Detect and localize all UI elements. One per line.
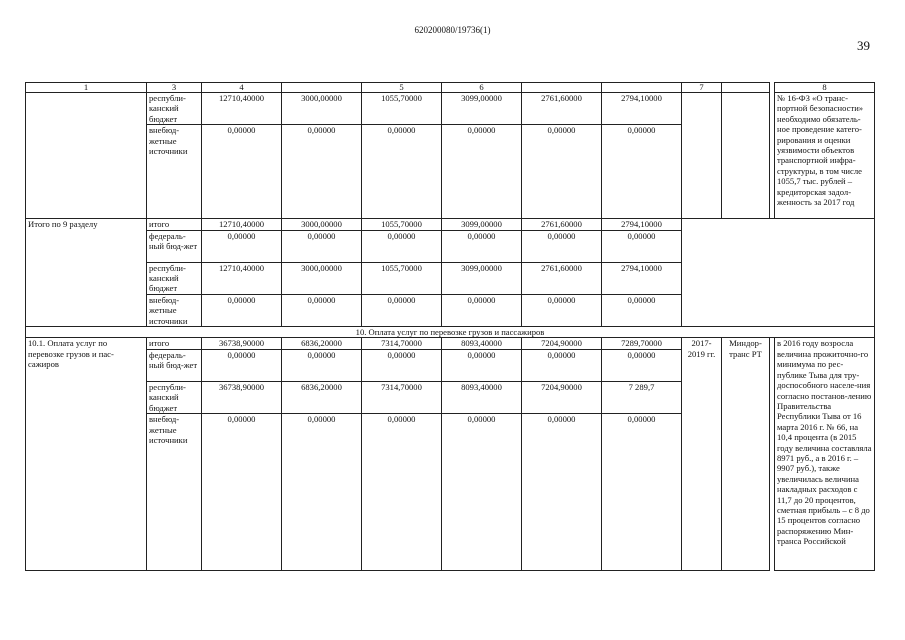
value-cell: 0,00000 (282, 125, 362, 219)
value-cell: 0,00000 (442, 230, 522, 262)
value-cell: 3099,00000 (442, 262, 522, 294)
value-cell: 0,00000 (362, 230, 442, 262)
value-cell: 0,00000 (362, 125, 442, 219)
col-header: 7 (682, 83, 722, 93)
col-header (602, 83, 682, 93)
value-cell: 0,00000 (602, 230, 682, 262)
value-cell: 0,00000 (202, 230, 282, 262)
executor-cell: Миндор-транс РТ (722, 338, 770, 571)
value-cell: 0,00000 (602, 349, 682, 381)
col-header (722, 83, 770, 93)
value-cell: 2794,10000 (602, 262, 682, 294)
value-cell: 7314,70000 (362, 381, 442, 413)
value-cell: 0,00000 (522, 230, 602, 262)
value-cell: 7314,70000 (362, 338, 442, 349)
value-cell: 3000,00000 (282, 219, 362, 230)
source-cell: республи-канский бюджет (147, 262, 202, 294)
section-title: 10. Оплата услуг по перевозке грузов и пассажиров (26, 327, 875, 338)
empty-cell (682, 219, 875, 327)
item-label: 10.1. Оплата услуг по перевозке грузов и пас-сажиров (26, 338, 147, 571)
value-cell: 0,00000 (522, 349, 602, 381)
value-cell: 0,00000 (602, 294, 682, 326)
name-cell (26, 93, 147, 219)
period-cell: 2017-2019 гг. (682, 338, 722, 571)
source-cell: внебюд-жетные источники (147, 125, 202, 219)
value-cell: 2794,10000 (602, 219, 682, 230)
value-cell: 0,00000 (202, 294, 282, 326)
value-cell: 3099,00000 (442, 93, 522, 125)
source-cell: федераль-ный бюд-жет (147, 230, 202, 262)
value-cell: 0,00000 (282, 294, 362, 326)
value-cell: 2761,60000 (522, 262, 602, 294)
value-cell: 0,00000 (442, 349, 522, 381)
section-row (26, 327, 875, 338)
value-cell: 1055,70000 (362, 262, 442, 294)
value-cell: 8093,40000 (442, 381, 522, 413)
source-cell: внебюд-жетные источники (147, 414, 202, 571)
value-cell: 7289,70000 (602, 338, 682, 349)
table-row (26, 93, 875, 125)
value-cell: 12710,40000 (202, 219, 282, 230)
note-cell: № 16-ФЗ «О транс-портной безопасности» необходимо обязатель-ное проведение катего-рирования и оценки уязвимости объектов транспортной инфра-структуры, в том числе 1055,7 тыс. рублей – кредиторская задол-женность за 2017 год (775, 93, 875, 219)
budget-table (25, 82, 875, 571)
col-header: 8 (775, 83, 875, 93)
executor-cell (722, 93, 770, 219)
value-cell: 7 289,7 (602, 381, 682, 413)
value-cell: 12710,40000 (202, 93, 282, 125)
value-cell: 6836,20000 (282, 338, 362, 349)
source-cell: федераль-ный бюд-жет (147, 349, 202, 381)
value-cell: 36738,90000 (202, 338, 282, 349)
value-cell: 0,00000 (282, 414, 362, 571)
value-cell: 3000,00000 (282, 262, 362, 294)
value-cell: 12710,40000 (202, 262, 282, 294)
value-cell: 6836,20000 (282, 381, 362, 413)
value-cell: 0,00000 (362, 294, 442, 326)
note-cell: в 2016 году возросла величина прожиточно-го минимума по рес-публике Тыва для тру-доспособного населе-ния согласно постанов-лению Правительства Республики Тыва от 16 марта 2016 г. № 66, на 10,4 процента (в 2015 году величина составляла 8971 руб., а в 2016 г. – 9907 руб.), также увеличилась величина накладных расходов с 11,7 до 20 процентов, сметная прибыль – с 8 до 15 процентов согласно распоряжению Мин-транса Российской (775, 338, 875, 571)
value-cell: 0,00000 (442, 294, 522, 326)
value-cell: 0,00000 (522, 414, 602, 571)
table-row (26, 219, 875, 230)
value-cell: 0,00000 (282, 349, 362, 381)
value-cell: 0,00000 (282, 230, 362, 262)
value-cell: 0,00000 (202, 349, 282, 381)
value-cell: 0,00000 (522, 125, 602, 219)
value-cell: 1055,70000 (362, 93, 442, 125)
col-header: 3 (147, 83, 202, 93)
source-cell: внебюд-жетные источники (147, 294, 202, 326)
col-header (282, 83, 362, 93)
value-cell: 1055,70000 (362, 219, 442, 230)
source-cell: республи-канский бюджет (147, 93, 202, 125)
col-header (522, 83, 602, 93)
source-cell: республи-канский бюджет (147, 381, 202, 413)
value-cell: 2794,10000 (602, 93, 682, 125)
value-cell: 3000,00000 (282, 93, 362, 125)
value-cell: 2761,60000 (522, 219, 602, 230)
value-cell: 3099,00000 (442, 219, 522, 230)
col-header: 5 (362, 83, 442, 93)
value-cell: 36738,90000 (202, 381, 282, 413)
value-cell: 0,00000 (362, 414, 442, 571)
col-header: 6 (442, 83, 522, 93)
total-label: Итого по 9 разделу (26, 219, 147, 327)
value-cell: 0,00000 (442, 414, 522, 571)
source-cell: итого (147, 219, 202, 230)
period-cell (682, 93, 722, 219)
col-header: 1 (26, 83, 147, 93)
value-cell: 7204,90000 (522, 338, 602, 349)
value-cell: 8093,40000 (442, 338, 522, 349)
value-cell: 0,00000 (602, 125, 682, 219)
value-cell: 0,00000 (202, 414, 282, 571)
page-number: 39 (857, 38, 870, 53)
source-cell: итого (147, 338, 202, 349)
value-cell: 0,00000 (442, 125, 522, 219)
table-row (26, 338, 875, 349)
value-cell: 0,00000 (522, 294, 602, 326)
value-cell: 0,00000 (362, 349, 442, 381)
value-cell: 0,00000 (202, 125, 282, 219)
col-header: 4 (202, 83, 282, 93)
value-cell: 0,00000 (602, 414, 682, 571)
header-row (26, 83, 875, 93)
value-cell: 2761,60000 (522, 93, 602, 125)
document-id: 620200080/19736(1) (414, 25, 491, 35)
value-cell: 7204,90000 (522, 381, 602, 413)
